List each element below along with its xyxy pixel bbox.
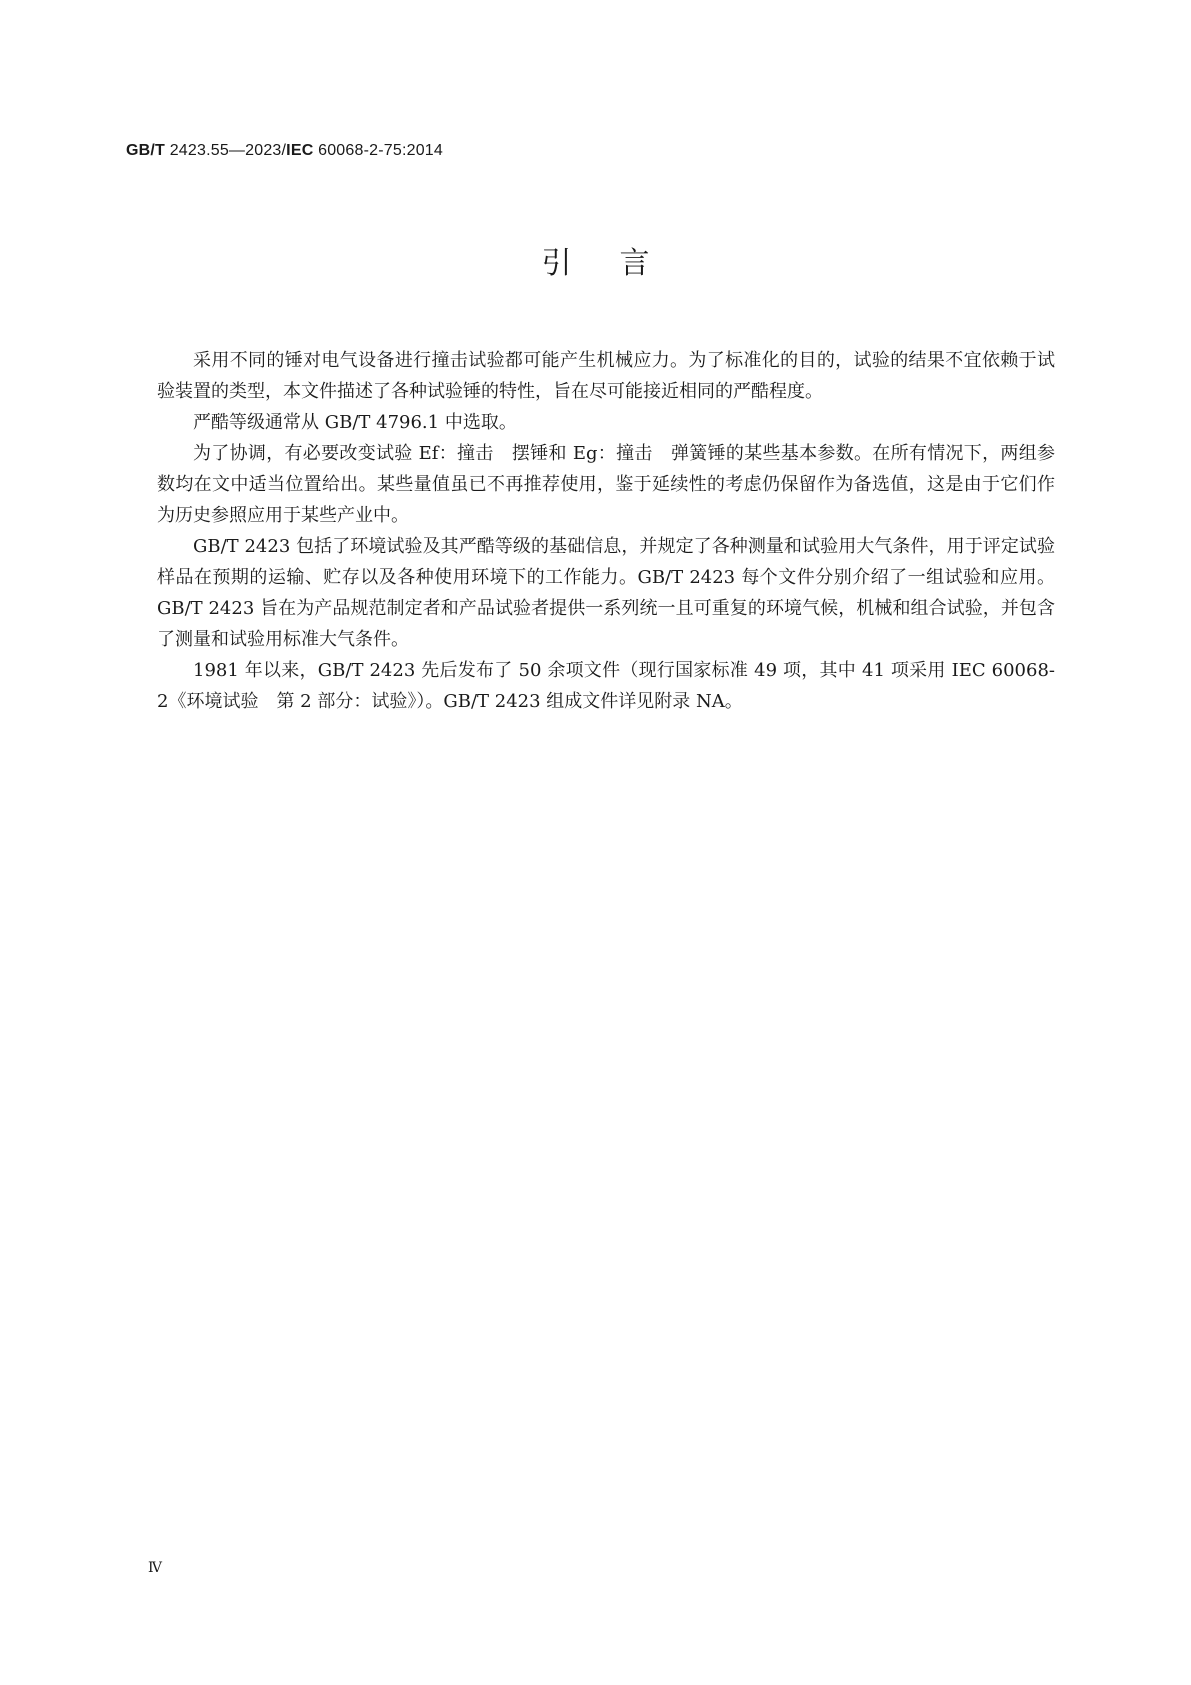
page-header [126, 142, 443, 160]
header-iec-prefix: IEC [286, 142, 314, 159]
header-standard-number: 2423.55—2023/ [169, 142, 287, 159]
page-number: Ⅳ [148, 1560, 162, 1576]
paragraph-3: 为了协调，有必要改变试验 Ef：撞击 摆锤和 Eg：撞击 弹簧锤的某些基本参数。在所有情况下，两组参数均在文中适当位置给出。某些量值虽已不再推荐使用，鉴于延续性的考虑仍保留作为备选值，这是由于它们作为历史参照应用于某些产业中。 [157, 443, 1055, 526]
paragraph-2: 严酷等级通常从 GB/T 4796.1 中选取。 [193, 412, 517, 433]
paragraph-1: 采用不同的锤对电气设备进行撞击试验都可能产生机械应力。为了标准化的目的，试验的结果不宜依赖于试验装置的类型，本文件描述了各种试验锤的特性，旨在尽可能接近相同的严酷程度。 [157, 350, 1055, 402]
body-text [157, 345, 1055, 717]
header-standard-code: GB/T [126, 142, 166, 159]
header-iec-number: 60068-2-75:2014 [318, 142, 443, 159]
paragraph-5: 1981 年以来，GB/T 2423 先后发布了 50 余项文件（现行国家标准 49 项，其中 41 项采用 IEC 60068-2《环境试验 第 2 部分：试验》）。GB/T 2423 组成文件详见附录 NA。 [157, 660, 1055, 712]
paragraph-4: GB/T 2423 包括了环境试验及其严酷等级的基础信息，并规定了各种测量和试验用大气条件，用于评定试验样品在预期的运输、贮存以及各种使用环境下的工作能力。GB/T 2423 每个文件分别介绍了一组试验和应用。GB/T 2423 旨在为产品规范制定者和产品试验者提供一系列统一且可重复的环境气候，机械和组合试验，并包含了测量和试验用标准大气条件。 [157, 536, 1055, 650]
page-title: 引言 [541, 246, 698, 281]
